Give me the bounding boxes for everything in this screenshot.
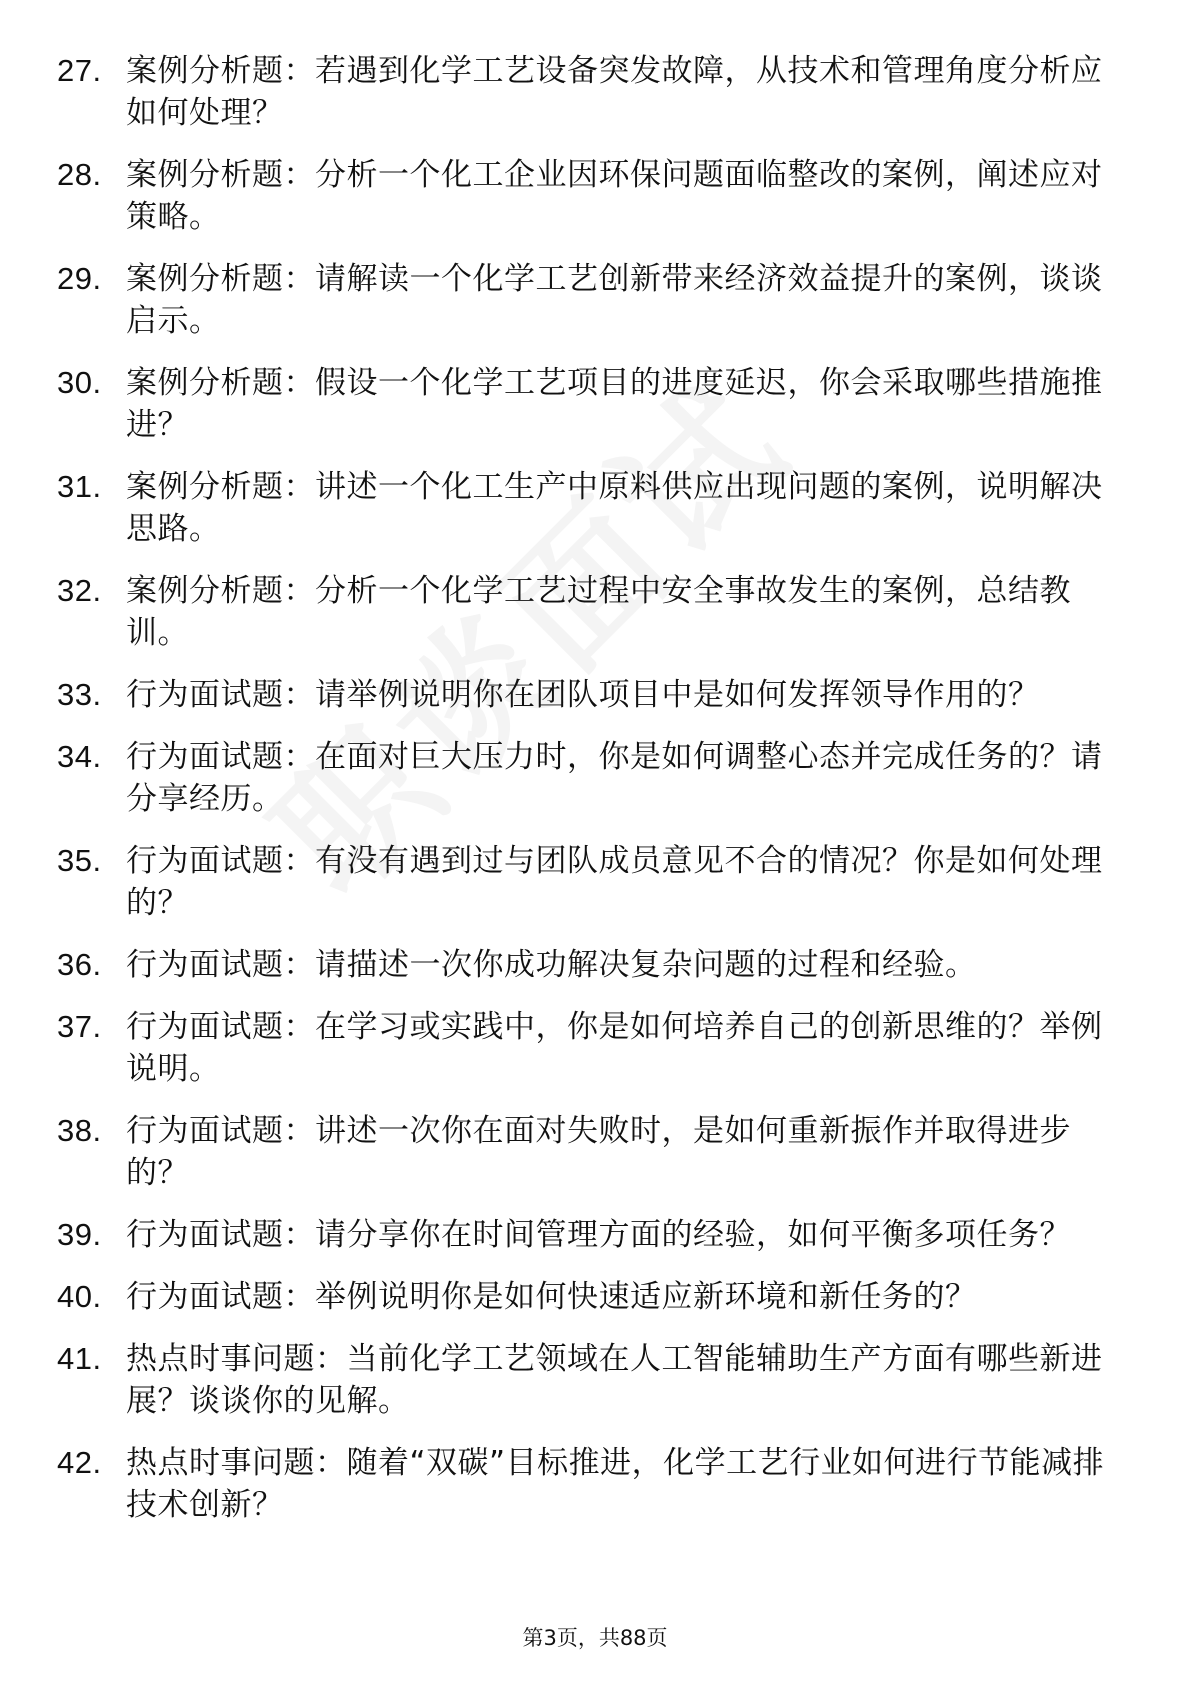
- question-text: 讲述一个化工生产中原料供应出现问题的案例，说明解决思路。: [126, 469, 1103, 547]
- question-number: 33.: [57, 677, 102, 712]
- page-footer: 第3页，共88页: [522, 1626, 668, 1650]
- question-text: 假设一个化学工艺项目的进度延迟，你会采取哪些措施推进？: [126, 365, 1103, 443]
- question-text: 请分享你在时间管理方面的经验，如何平衡多项任务？: [315, 1217, 1071, 1253]
- question-number: 41.: [57, 1341, 102, 1376]
- question-number: 37.: [57, 1009, 102, 1044]
- question-item: [0, 1214, 1190, 1256]
- question-category: 行为面试题：: [126, 677, 315, 713]
- question-number: 29.: [57, 261, 102, 296]
- question-category: 行为面试题：: [126, 739, 315, 775]
- question-number: 32.: [57, 573, 102, 608]
- question-text: 当前化学工艺领域在人工智能辅助生产方面有哪些新进展？谈谈你的见解。: [126, 1341, 1103, 1419]
- question-item: [0, 570, 1190, 654]
- question-text: 讲述一次你在面对失败时，是如何重新振作并取得进步的？: [126, 1113, 1071, 1191]
- question-item: [0, 466, 1190, 550]
- question-number: 42.: [57, 1445, 102, 1480]
- question-category: 行为面试题：: [126, 1217, 315, 1253]
- question-number: 34.: [57, 739, 102, 774]
- question-item: [0, 1110, 1190, 1194]
- question-category: 案例分析题：: [126, 261, 315, 297]
- question-number: 28.: [57, 157, 102, 192]
- question-number: 31.: [57, 469, 102, 504]
- question-text: 有没有遇到过与团队成员意见不合的情况？你是如何处理的？: [126, 843, 1103, 921]
- question-text: 分析一个化工企业因环保问题面临整改的案例，阐述应对策略。: [126, 157, 1103, 235]
- question-category: 行为面试题：: [126, 947, 315, 983]
- question-item: [0, 50, 1190, 134]
- question-text: 请解读一个化学工艺创新带来经济效益提升的案例，谈谈启示。: [126, 261, 1103, 339]
- question-category: 行为面试题：: [126, 1113, 315, 1149]
- question-number: 40.: [57, 1279, 102, 1314]
- question-category: 案例分析题：: [126, 157, 315, 193]
- question-category: 案例分析题：: [126, 365, 315, 401]
- question-category: 行为面试题：: [126, 843, 315, 879]
- question-item: [0, 1338, 1190, 1422]
- question-number: 35.: [57, 843, 102, 878]
- question-category: 热点时事问题：: [126, 1445, 347, 1481]
- question-list: [0, 50, 1190, 1546]
- question-text: 若遇到化学工艺设备突发故障，从技术和管理角度分析应如何处理？: [126, 53, 1103, 131]
- question-number: 30.: [57, 365, 102, 400]
- question-item: [0, 1276, 1190, 1318]
- question-text: 举例说明你是如何快速适应新环境和新任务的？: [315, 1279, 977, 1315]
- question-item: [0, 736, 1190, 820]
- question-item: [0, 1442, 1190, 1526]
- question-text: 请举例说明你在团队项目中是如何发挥领导作用的？: [315, 677, 1040, 713]
- question-category: 案例分析题：: [126, 573, 315, 609]
- question-category: 行为面试题：: [126, 1279, 315, 1315]
- question-category: 案例分析题：: [126, 469, 315, 505]
- question-number: 38.: [57, 1113, 102, 1148]
- question-item: [0, 1006, 1190, 1090]
- question-text: 在学习或实践中，你是如何培养自己的创新思维的？举例说明。: [126, 1009, 1103, 1087]
- question-item: [0, 840, 1190, 924]
- question-item: [0, 154, 1190, 238]
- question-item: [0, 944, 1190, 986]
- question-text: 请描述一次你成功解决复杂问题的过程和经验。: [315, 947, 977, 983]
- question-item: [0, 674, 1190, 716]
- question-category: 热点时事问题：: [126, 1341, 347, 1377]
- question-text: 在面对巨大压力时，你是如何调整心态并完成任务的？请分享经历。: [126, 739, 1103, 817]
- question-number: 36.: [57, 947, 102, 982]
- question-number: 39.: [57, 1217, 102, 1252]
- question-item: [0, 362, 1190, 446]
- question-category: 行为面试题：: [126, 1009, 315, 1045]
- question-item: [0, 258, 1190, 342]
- question-category: 案例分析题：: [126, 53, 315, 89]
- question-number: 27.: [57, 53, 102, 88]
- question-text: 分析一个化学工艺过程中安全事故发生的案例，总结教训。: [126, 573, 1071, 651]
- question-text: 随着“双碳”目标推进，化学工艺行业如何进行节能减排技术创新？: [126, 1445, 1105, 1523]
